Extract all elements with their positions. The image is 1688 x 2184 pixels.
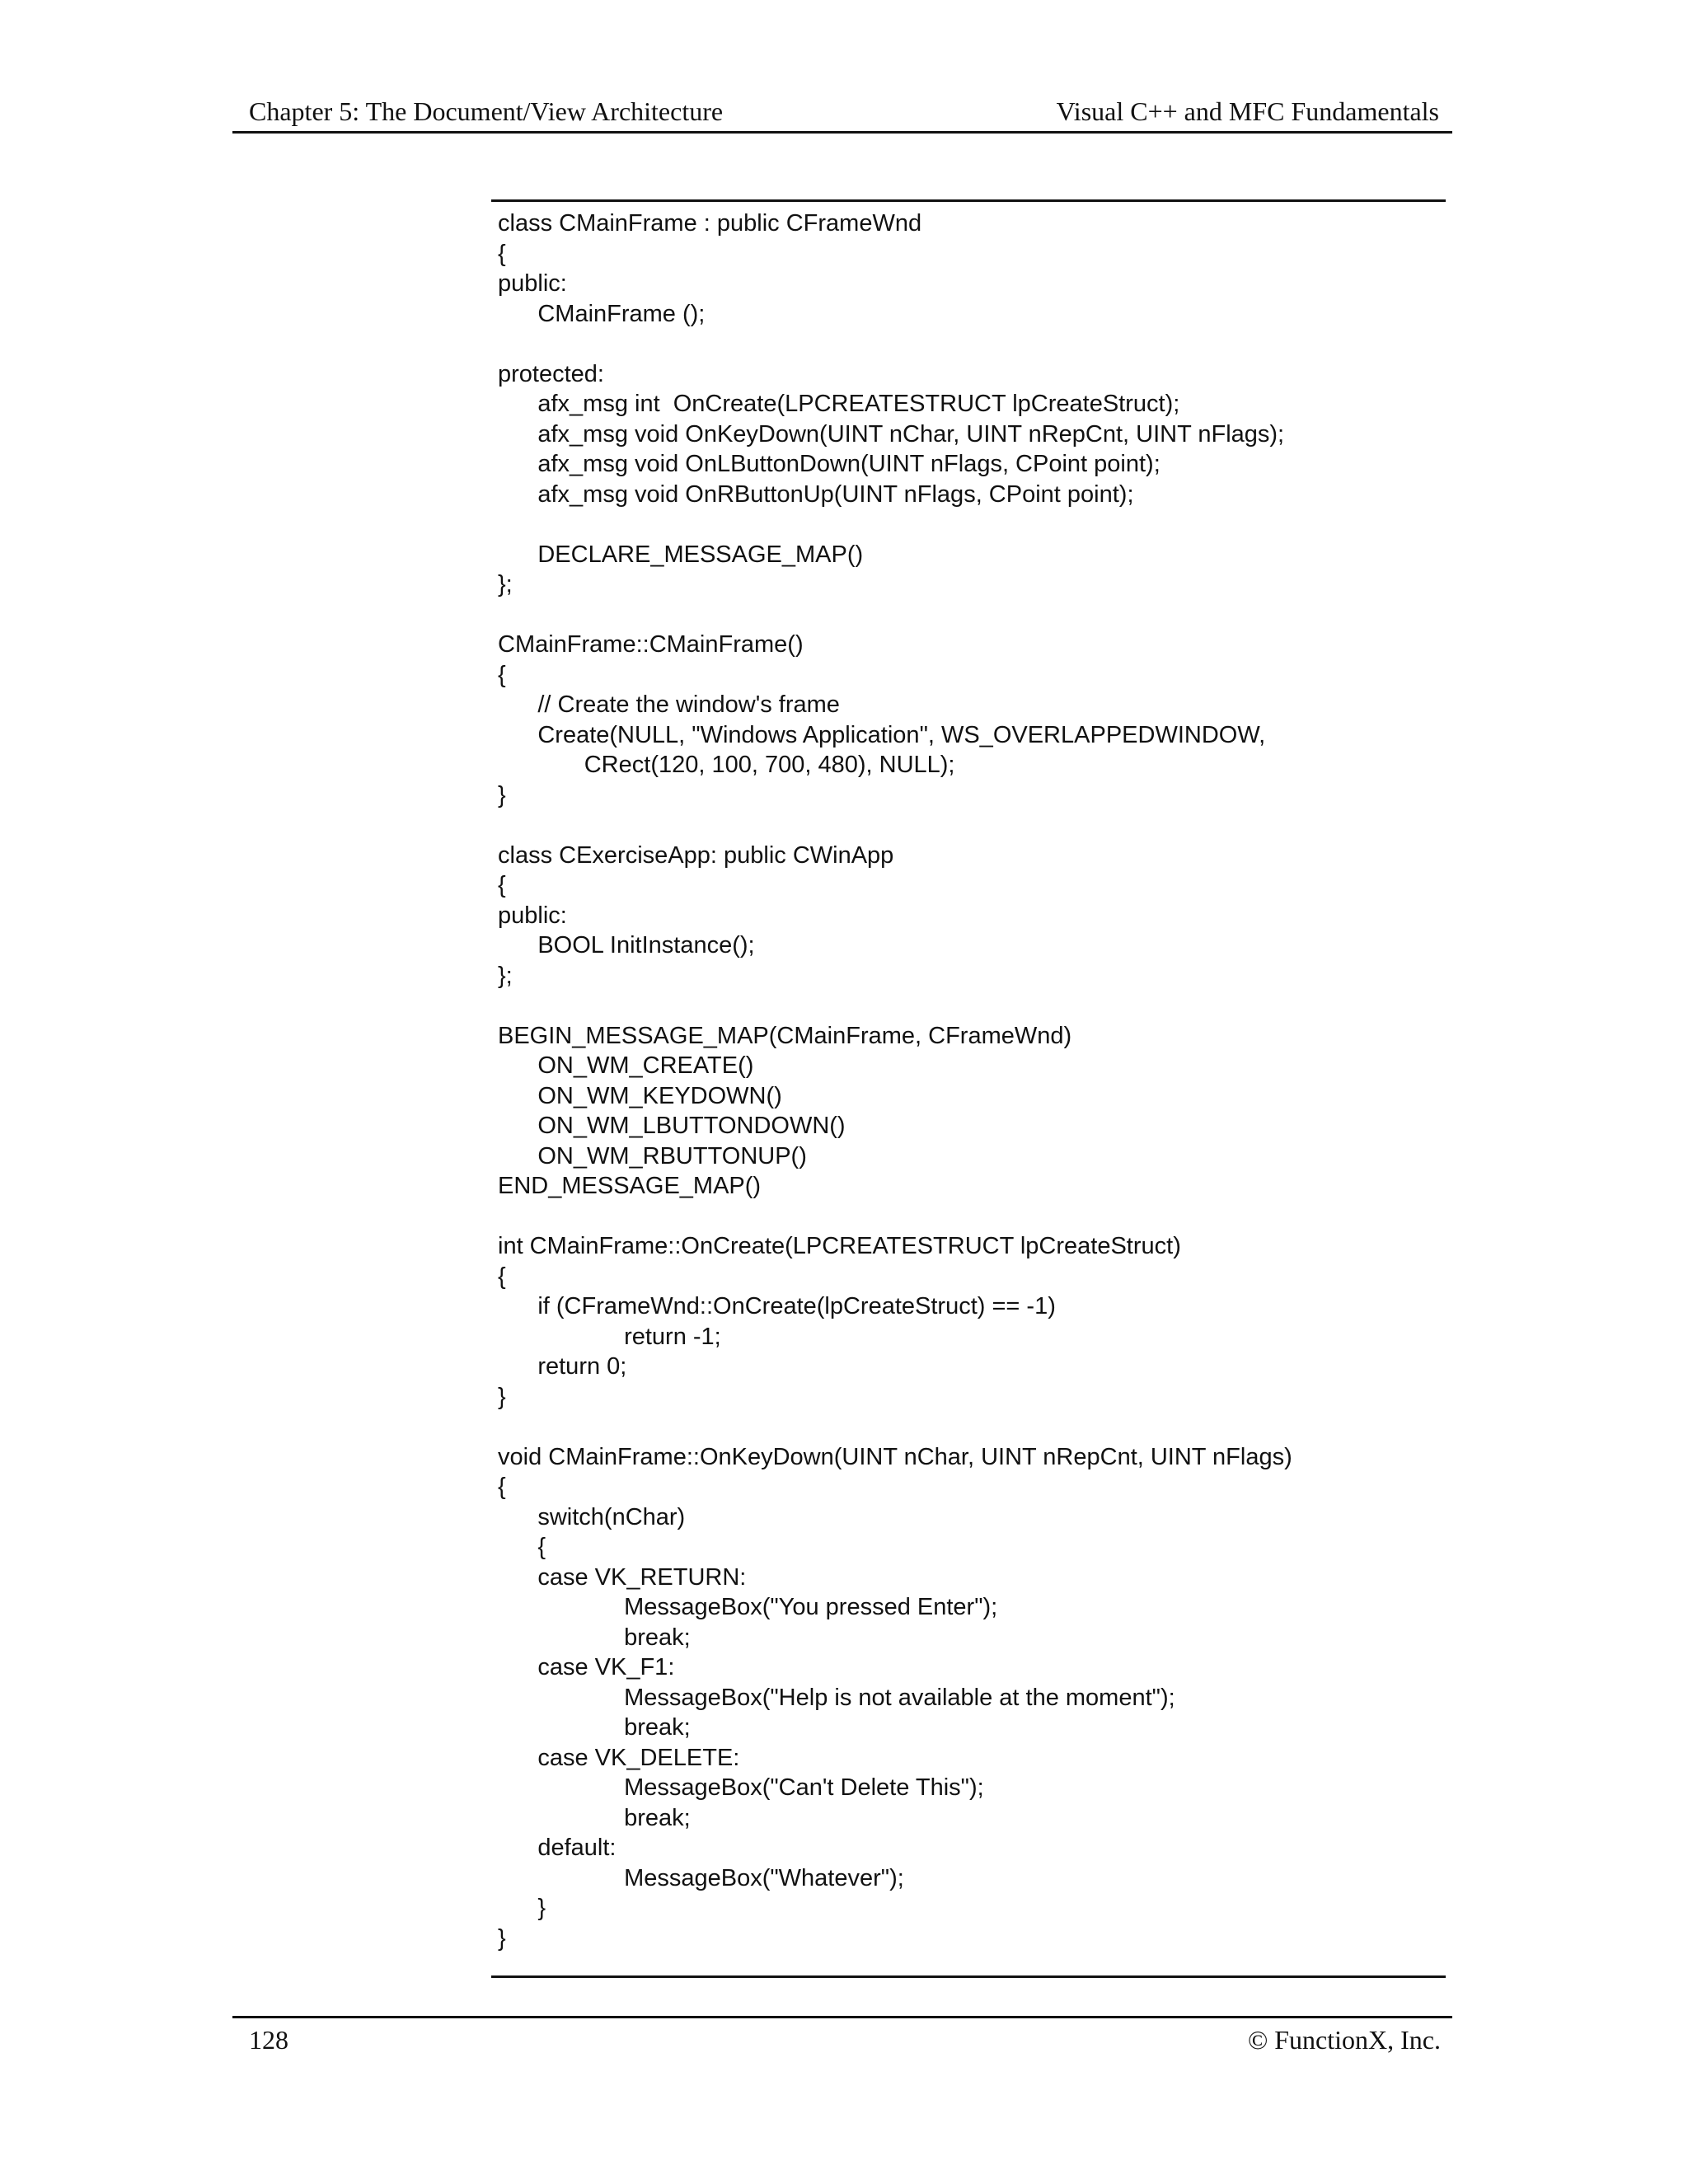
page-number: 128 (249, 2025, 288, 2055)
code-line (498, 1412, 1446, 1442)
code-line: } (498, 1924, 506, 1952)
code-line (498, 810, 1446, 841)
code-line: ON_WM_CREATE() (498, 1052, 754, 1079)
code-line: case VK_RETURN: (498, 1563, 747, 1591)
code-line: if (CFrameWnd::OnCreate(lpCreateStruct) == -1) (498, 1293, 1056, 1319)
copyright-notice: © FunctionX, Inc. (1247, 2025, 1441, 2055)
code-line: break; (498, 1804, 691, 1831)
code-line (498, 991, 1446, 1021)
code-line: return 0; (498, 1353, 627, 1380)
chapter-title: Chapter 5: The Document/View Architecture (249, 96, 724, 126)
code-line: CMainFrame::CMainFrame() (498, 631, 804, 658)
code-line: protected: (498, 360, 604, 387)
code-line: { (498, 1534, 546, 1560)
code-line: { (498, 1474, 506, 1500)
code-line: int CMainFrame::OnCreate(LPCREATESTRUCT lpCreateStruct) (498, 1233, 1181, 1259)
code-line: ON_WM_LBUTTONDOWN() (498, 1113, 846, 1139)
code-line: MessageBox("Help is not available at the moment"); (498, 1684, 1175, 1711)
code-line: } (498, 1895, 546, 1921)
code-line: CMainFrame (); (498, 300, 706, 327)
code-line: { (498, 661, 506, 688)
code-line: class CMainFrame : public CFrameWnd (498, 210, 922, 237)
book-title: Visual C++ and MFC Fundamentals (1056, 96, 1439, 126)
code-line (498, 509, 1446, 540)
code-line: { (498, 872, 506, 898)
code-line: void CMainFrame::OnKeyDown(UINT nChar, UINT nRepCnt, UINT nFlags) (498, 1443, 1292, 1470)
code-line: break; (498, 1624, 691, 1651)
code-line: afx_msg int OnCreate(LPCREATESTRUCT lpCreateStruct); (498, 391, 1180, 417)
code-line: return -1; (498, 1323, 721, 1350)
page-header (232, 97, 1452, 134)
code-line: BOOL InitInstance(); (498, 932, 755, 958)
code-line: MessageBox("You pressed Enter"); (498, 1594, 998, 1620)
code-line: afx_msg void OnKeyDown(UINT nChar, UINT nRepCnt, UINT nFlags); (498, 420, 1285, 448)
code-line: }; (498, 962, 513, 989)
code-line: END_MESSAGE_MAP() (498, 1173, 762, 1199)
code-line: CRect(120, 100, 700, 480), NULL); (498, 752, 955, 778)
code-line: MessageBox("Whatever"); (498, 1864, 904, 1891)
code-line: case VK_F1: (498, 1654, 675, 1680)
code-line: ON_WM_KEYDOWN() (498, 1082, 782, 1109)
code-line: } (498, 781, 506, 808)
code-line (498, 329, 1446, 359)
page-footer (232, 2016, 1452, 2065)
code-listing (491, 199, 1446, 1978)
code-line: public: (498, 270, 567, 297)
code-line: MessageBox("Can't Delete This"); (498, 1774, 984, 1801)
code-line: { (498, 1263, 506, 1290)
code-line (498, 1202, 1446, 1232)
code-line (498, 600, 1446, 630)
code-line: class CExerciseApp: public CWinApp (498, 841, 894, 869)
code-line: BEGIN_MESSAGE_MAP(CMainFrame, CFrameWnd) (498, 1022, 1072, 1049)
code-line: break; (498, 1714, 691, 1741)
code-line: // Create the window's frame (498, 691, 840, 718)
code-line: } (498, 1383, 506, 1410)
code-line: Create(NULL, "Windows Application", WS_OVERLAPPEDWINDOW, (498, 721, 1266, 748)
code-line: DECLARE_MESSAGE_MAP() (498, 541, 864, 568)
code-line: switch(nChar) (498, 1503, 686, 1530)
code-line: case VK_DELETE: (498, 1744, 740, 1771)
code-line: { (498, 240, 506, 267)
code-line: }; (498, 571, 513, 598)
code-line: ON_WM_RBUTTONUP() (498, 1142, 807, 1169)
code-line: afx_msg void OnRButtonUp(UINT nFlags, CPoint point); (498, 480, 1134, 508)
code-line: afx_msg void OnLButtonDown(UINT nFlags, CPoint point); (498, 451, 1160, 477)
code-line: public: (498, 902, 567, 929)
code-line: default: (498, 1835, 617, 1861)
